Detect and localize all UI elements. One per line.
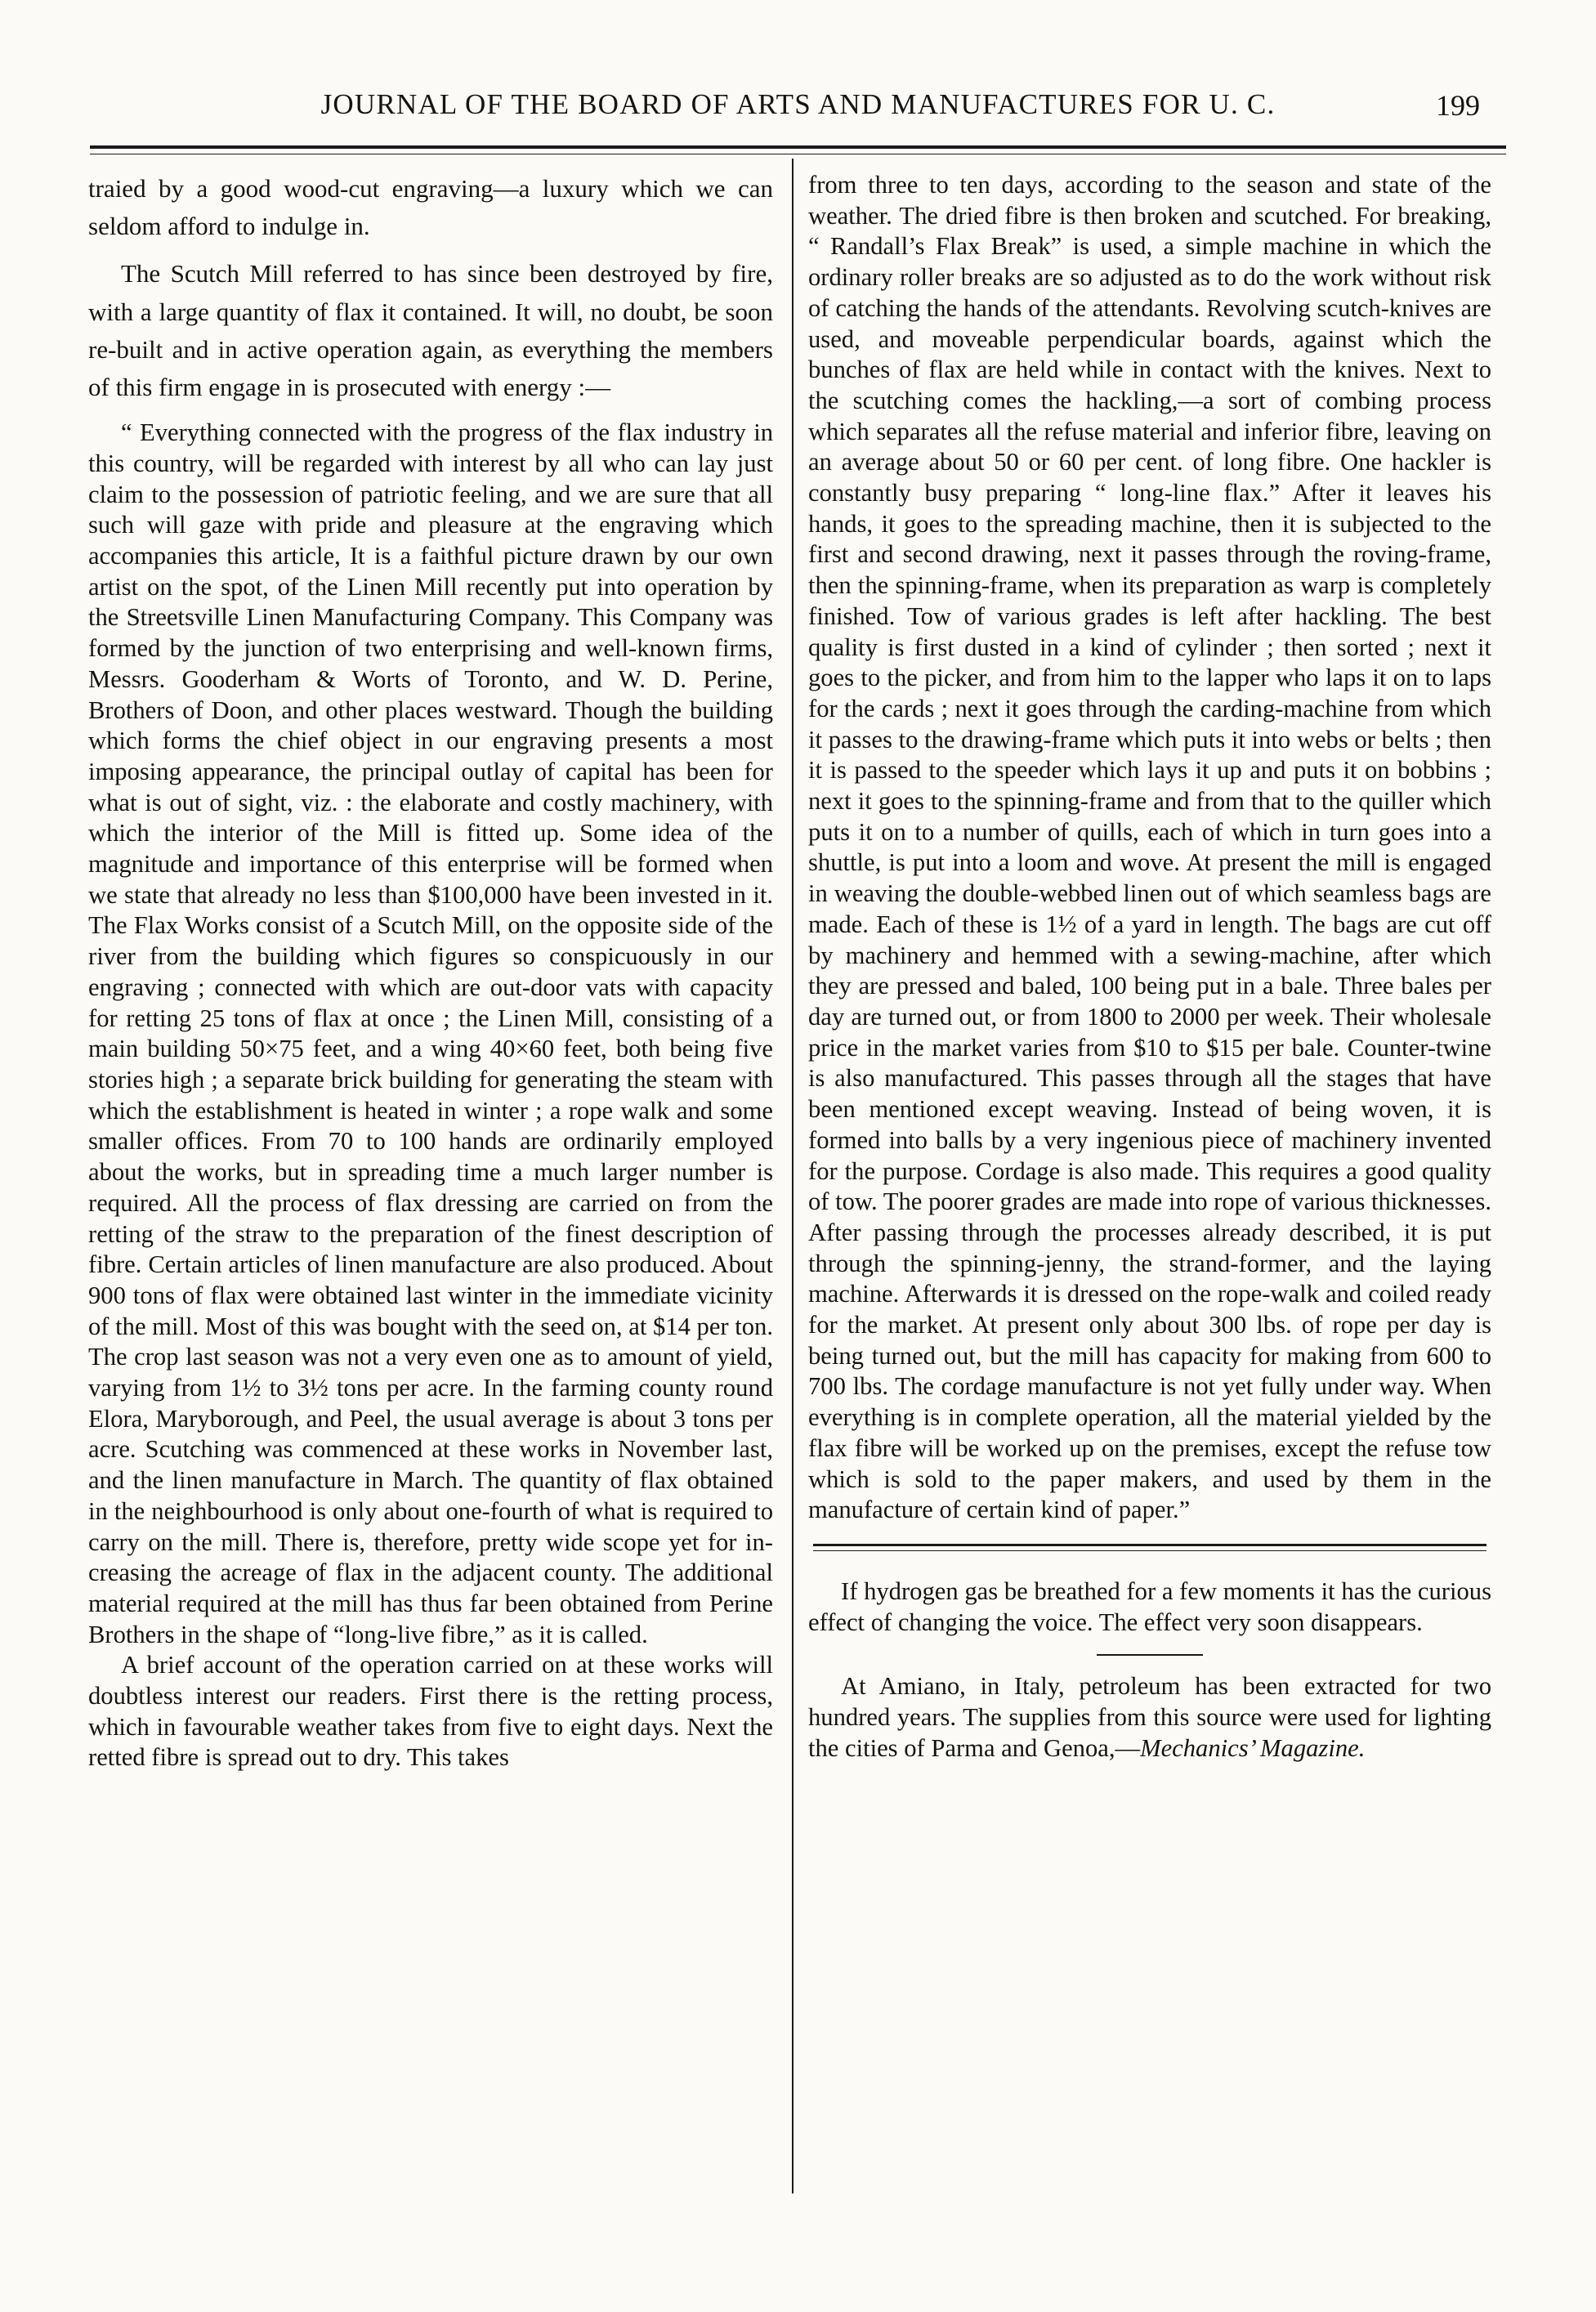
paragraph: A brief account of the operation carried on at these works will doubtless interest our readers. First there is the retting process, which in favourable weather takes from five to eight days. Next the retted fibre is spread out to dry. This takes bbox=[88, 1651, 773, 1772]
source-citation: Mechanics’ Magazine. bbox=[1140, 1733, 1366, 1762]
news-note-text: At Amiano, in Italy, petroleum has been extracted for two hundred years. The supplies from this source were used for lighting the cities of Parma and Genoa,— bbox=[808, 1671, 1491, 1762]
section-separator bbox=[813, 1544, 1486, 1551]
header-rule-heavy bbox=[90, 145, 1506, 149]
paragraph: The Scutch Mill referred to has since been destroyed by fire, with a large quantity of flax it contained. It will, no doubt, be soon re-built and in active operation again, as everything the members of this firm engage in is prosecuted with energy :— bbox=[88, 259, 773, 402]
running-header bbox=[90, 88, 1506, 129]
column-divider bbox=[792, 159, 794, 2193]
right-column bbox=[808, 170, 1491, 2197]
left-column bbox=[88, 170, 773, 2205]
page-number: 199 bbox=[1436, 89, 1480, 122]
paragraph: from three to ten days, according to the season and state of the weather. The dried fibre is then broken and scutched. For breaking, “ Randall’s Flax Break” is used, a simple machine in which the ordinary roller breaks are so adjusted as to do the work without risk of catching the hands of the attendants. Revolving scutch-knives are used, and moveable perpendicular boards, against which the bunches of flax are held while in contact with the knives. Next to the scutching comes the hackling,—a sort of combing process which separates all the refuse material and inferior fibre, leaving on an average about 50 or 60 per cent. of long fibre. One hackler is constantly busy preparing “ long-line flax.” After it leaves his hands, it goes to the spreading machine, then it is subjected to the first and second drawing, next it passes through the roving-frame, then the spinning-frame, when its preparation as warp is completely finished. Tow of various grades is left after hackling. The best quality is first dusted in a kind of cylinder ; then sorted ; next it goes to the picker, and from him to the lapper who laps it on to laps for the cards ; next it goes through the carding-machine from which it passes to the drawing-frame which puts it into webs or belts ; then it is passed to the speeder which lays it up and puts it on bobbins ; next it goes to the spinning-frame and from that to the quiller which puts it on to a number of quills, each of which in turn goes into a shuttle, is put into a loom and wove. At present the mill is engaged in weaving the double-webbed linen out of which seamless bags are made. Each of these is 1½ of a yard in length. The bags are cut off by machinery and hemmed with a sewing-machine, after which they are pressed and baled, 100 being put in a bale. Three bales per day are turned out, or from 1800 to 2000 per week. Their wholesale price in the market varies from $10 to $15 per bale. Counter-twine is also manufactured. This passes through all the stages that have been mentioned except weaving. Instead of being woven, it is formed into balls by a very ingenious piece of machinery invented for the purpose. Cordage is also made. This requires a good quality of tow. The poorer grades are made into rope of various thicknesses. After passing through the processes already described, it is put through the spinning-jenny, the strand-former, and the laying machine. Afterwards it is dressed on the rope-walk and coiled ready for the market. At present only about 300 lbs. of rope per day is being turned out, but the mill has capacity for making from 600 to 700 lbs. The cordage manufacture is not yet fully under way. When everything is in complete operation, all the material yielded by the flax fibre will be worked up on the premises, except the refuse tow which is sold to the paper makers, and used by them in the manufacture of certain kind of paper.” bbox=[808, 171, 1491, 1524]
short-rule bbox=[1097, 1654, 1203, 1656]
paragraph: traied by a good wood-cut engraving—a luxury which we can seldom afford to indulge in. bbox=[88, 174, 773, 241]
news-note: If hydrogen gas be breathed for a few moments it has the curious effect of changing the voice. The effect very soon disappears. bbox=[808, 1576, 1491, 1636]
journal-title: JOURNAL OF THE BOARD OF ARTS AND MANUFACTURES FOR U. C. bbox=[320, 88, 1276, 120]
quoted-paragraph: “ Everything connected with the progress of the flax industry in this country, will be regarded with interest by all who can lay just claim to the possession of patriotic feeling, and we are sure that all such will gaze with pride and pleasure at the engraving which accompanies this article, It is a faithful picture drawn by our own artist on the spot, of the Linen Mill recently put into operation by the Streetsville Linen Manufacturing Company. This Company was formed by the junction of two enterprising and well-known firms, Messrs. Gooderham & Worts of Toronto, and W. D. Perine, Brothers of Doon, and other places westward. Though the building which forms the chief object in our engraving presents a most imposing appearance, the principal outlay of capital has been for what is out of sight, viz. : the elaborate and costly machinery, with which the interior of the Mill is fitted up. Some idea of the magnitude and importance of this enterprise will be formed when we state that already no less than $100,000 have been invested in it. The Flax Works consist of a Scutch Mill, on the opposite side of the river from the building which figures so conspicuously in our engraving ; connected with which are out-door vats with capacity for retting 25 tons of flax at once ; the Linen Mill, consisting of a main building 50×75 feet, and a wing 40×60 feet, both being five stories high ; a separate brick building for generating the steam with which the establishment is heated in winter ; a rope walk and some smaller offices. From 70 to 100 hands are ordinarily employed about the works, but in spreading time a much larger number is required. All the process of flax dressing are carried on from the retting of the straw to the preparation of the finest description of fibre. Certain articles of linen manufacture are also produced. About 900 tons of flax were obtained last winter in the immediate vicinity of the mill. Most of this was bought with the seed on, at $14 per ton. The crop last season was not a very even one as to amount of yield, varying from 1½ to 3½ tons per acre. In the farming county round Elora, Maryborough, and Peel, the usual average is about 3 tons per acre. Scutching was commenced at these works in November last, and the linen manufacture in March. The quantity of flax obtained in the neighbourhood is only about one-fourth of what is required to carry on the mill. There is, therefore, pretty wide scope yet for increasing the acreage of flax in the adjacent county. The additional material required at the mill has thus far been obtained from Perine Brothers in the shape of “long-live fibre,” as it is called. bbox=[88, 418, 773, 1648]
news-note bbox=[808, 1670, 1491, 1764]
